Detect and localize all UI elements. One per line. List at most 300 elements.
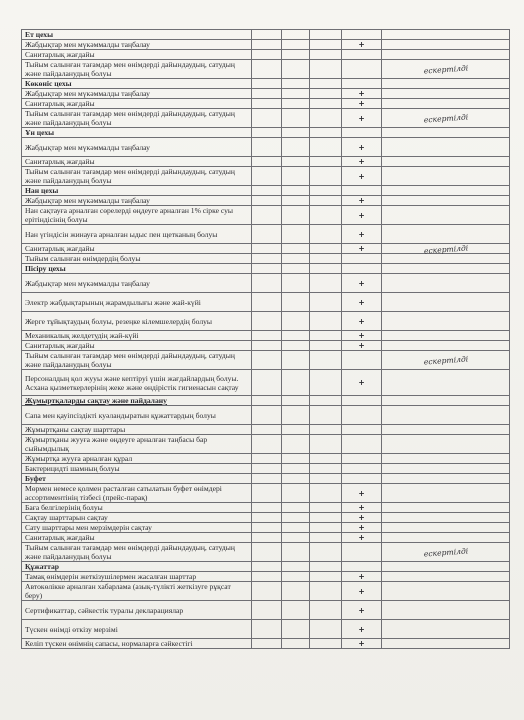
row-text: Санитарлық жағдайы bbox=[25, 157, 95, 166]
section-row bbox=[22, 186, 510, 196]
blank-cell bbox=[342, 186, 382, 196]
checkmark-plus: + bbox=[342, 196, 382, 206]
blank-cell bbox=[310, 370, 342, 396]
blank-cell bbox=[342, 464, 382, 474]
handwritten-note: ескертілді bbox=[381, 104, 510, 132]
blank-cell bbox=[310, 639, 342, 649]
criterion-label bbox=[22, 484, 252, 503]
row-text: Жұмыртқаны сақтау шарттары bbox=[25, 425, 126, 434]
blank-cell bbox=[252, 196, 282, 206]
checkmark-plus: + bbox=[342, 484, 382, 503]
blank-cell bbox=[282, 351, 310, 370]
blank-cell bbox=[382, 40, 510, 50]
criterion-label bbox=[22, 543, 252, 562]
row-text: Жерге тұйықтаудың болуы, резеңке кілемшелердің болуы bbox=[25, 316, 213, 326]
criterion-label bbox=[22, 274, 252, 293]
blank-cell bbox=[382, 406, 510, 425]
section-title bbox=[22, 128, 252, 138]
blank-cell bbox=[382, 474, 510, 484]
blank-cell bbox=[252, 186, 282, 196]
blank-cell bbox=[310, 562, 342, 572]
blank-cell bbox=[252, 138, 282, 157]
blank-cell bbox=[252, 331, 282, 341]
blank-cell bbox=[382, 425, 510, 435]
row-text: Тыйым салынған тағамдар мен өнімдерді дайындаудың, сатудың және пайдаланудың болуы bbox=[25, 60, 235, 78]
row-text: Буфет bbox=[25, 474, 46, 483]
blank-cell bbox=[382, 264, 510, 274]
blank-cell bbox=[382, 274, 510, 293]
blank-cell bbox=[382, 582, 510, 601]
criterion-label bbox=[22, 157, 252, 167]
blank-cell bbox=[252, 341, 282, 351]
blank-cell bbox=[282, 513, 310, 523]
criterion-label bbox=[22, 464, 252, 474]
row-text: Баға белгілерінің болуы bbox=[25, 503, 103, 512]
blank-cell bbox=[282, 639, 310, 649]
blank-cell bbox=[342, 60, 382, 79]
row-text: Персоналдың қол жууы және кептіруі үшін жағдайлардың болуы. Асхана қызметкерлерінің жеке және өндірістік гигиенасын сақтау bbox=[25, 373, 239, 392]
blank-cell bbox=[252, 562, 282, 572]
row-text: Нан сақтауға арналған сөрелерді өңдеуге арналған 1% сірке суы ерітіндісінің болуы bbox=[25, 206, 234, 224]
blank-cell bbox=[282, 196, 310, 206]
row-text: Нан үгіндісін жинауға арналған ыдыс пен щетканың болуы bbox=[25, 229, 218, 239]
criterion-label bbox=[22, 331, 252, 341]
checkmark-plus: + bbox=[342, 620, 382, 639]
blank-cell bbox=[310, 186, 342, 196]
handwritten-note: ескертілді bbox=[381, 239, 509, 258]
blank-cell bbox=[252, 157, 282, 167]
row-text: Тыйым салынған тағамдар мен өнімдерді дайындаудың, сатудың және пайдаланудың болуы bbox=[25, 109, 235, 127]
criterion-label bbox=[22, 254, 252, 264]
checkmark-plus: + bbox=[342, 341, 382, 351]
row-text: Мөрмен немесе қолмен расталған сатылатын буфет өнімдері ассортиментінің тізбесі (прейс-парақ) bbox=[25, 484, 222, 502]
blank-cell bbox=[342, 30, 382, 40]
blank-cell bbox=[310, 454, 342, 464]
criterion-label bbox=[22, 244, 252, 254]
blank-cell bbox=[342, 454, 382, 464]
table-row bbox=[22, 523, 510, 533]
table-row bbox=[22, 639, 510, 649]
blank-cell bbox=[310, 254, 342, 264]
row-text: Сақтау шарттарын сақтау bbox=[25, 513, 108, 522]
checkmark-plus: + bbox=[342, 523, 382, 533]
criterion-label bbox=[22, 425, 252, 435]
criterion-label bbox=[22, 435, 252, 454]
row-text: Ет цехы bbox=[25, 30, 54, 39]
blank-cell bbox=[282, 341, 310, 351]
row-text: Тыйым салынған тағамдар мен өнімдерді дайындаудың, сатудың және пайдаланудың болуы bbox=[25, 543, 235, 561]
blank-cell bbox=[252, 128, 282, 138]
row-text: Санитарлық жағдайы bbox=[25, 99, 95, 108]
blank-cell bbox=[282, 225, 310, 244]
blank-cell bbox=[252, 60, 282, 79]
blank-cell bbox=[310, 196, 342, 206]
table-row bbox=[22, 40, 510, 50]
blank-cell bbox=[252, 406, 282, 425]
checkmark-plus: + bbox=[342, 503, 382, 513]
blank-cell bbox=[382, 293, 510, 312]
table-row bbox=[22, 99, 510, 109]
blank-cell bbox=[252, 167, 282, 186]
table-row bbox=[22, 533, 510, 543]
blank-cell bbox=[252, 109, 282, 128]
row-text: Жабдықтар мен мүкәммалды таңбалау bbox=[25, 40, 150, 49]
blank-cell bbox=[282, 157, 310, 167]
table-row bbox=[22, 582, 510, 601]
section-row bbox=[22, 79, 510, 89]
row-text: Жабдықтар мен мүкәммалды таңбалау bbox=[25, 142, 150, 152]
blank-cell bbox=[282, 244, 310, 254]
table-row bbox=[22, 89, 510, 99]
blank-cell bbox=[252, 396, 282, 406]
criterion-label bbox=[22, 312, 252, 331]
criterion-label bbox=[22, 523, 252, 533]
blank-cell bbox=[382, 513, 510, 523]
section-title bbox=[22, 264, 252, 274]
criterion-label bbox=[22, 206, 252, 225]
blank-cell bbox=[252, 601, 282, 620]
blank-cell bbox=[382, 464, 510, 474]
blank-cell bbox=[382, 484, 510, 503]
row-text: Пісіру цехы bbox=[25, 264, 66, 273]
blank-cell bbox=[282, 543, 310, 562]
checkmark-plus: + bbox=[342, 244, 382, 254]
blank-cell bbox=[252, 312, 282, 331]
blank-cell bbox=[310, 157, 342, 167]
blank-cell bbox=[252, 89, 282, 99]
table-row bbox=[22, 331, 510, 341]
section-row bbox=[22, 474, 510, 484]
table-row bbox=[22, 435, 510, 454]
blank-cell bbox=[310, 264, 342, 274]
blank-cell bbox=[382, 523, 510, 533]
blank-cell bbox=[282, 425, 310, 435]
blank-cell bbox=[310, 331, 342, 341]
criterion-label bbox=[22, 406, 252, 425]
blank-cell bbox=[382, 167, 510, 186]
checkmark-plus: + bbox=[342, 533, 382, 543]
blank-cell bbox=[252, 225, 282, 244]
blank-cell bbox=[252, 79, 282, 89]
blank-cell bbox=[342, 435, 382, 454]
blank-cell bbox=[282, 50, 310, 60]
blank-cell bbox=[382, 370, 510, 396]
blank-cell bbox=[342, 351, 382, 370]
blank-cell bbox=[282, 109, 310, 128]
blank-cell bbox=[282, 406, 310, 425]
table-row bbox=[22, 225, 510, 244]
table-row bbox=[22, 109, 510, 128]
row-text: Келіп түскен өнімнің сапасы, нормаларға сәйкестігі bbox=[25, 639, 193, 648]
blank-cell bbox=[282, 264, 310, 274]
blank-cell bbox=[382, 396, 510, 406]
blank-cell bbox=[252, 474, 282, 484]
table-row bbox=[22, 543, 510, 562]
table-row bbox=[22, 254, 510, 264]
blank-cell bbox=[282, 370, 310, 396]
checkmark-plus: + bbox=[342, 167, 382, 186]
blank-cell bbox=[252, 582, 282, 601]
checkmark-plus: + bbox=[342, 89, 382, 99]
blank-cell bbox=[310, 464, 342, 474]
criterion-label bbox=[22, 109, 252, 128]
blank-cell bbox=[282, 331, 310, 341]
blank-cell bbox=[342, 562, 382, 572]
blank-cell bbox=[252, 543, 282, 562]
blank-cell bbox=[310, 543, 342, 562]
row-text: Жұмыртқаны жууға және өңдеуге арналған таңбасы бар сыйымдылық bbox=[25, 435, 208, 453]
table-row bbox=[22, 312, 510, 331]
table-row bbox=[22, 341, 510, 351]
blank-cell bbox=[342, 264, 382, 274]
row-text: Сапа мен қауіпсіздікті куәландыратын құжаттардың болуы bbox=[25, 410, 216, 420]
blank-cell bbox=[310, 312, 342, 331]
criterion-label bbox=[22, 225, 252, 244]
row-text: Ұн цехы bbox=[25, 128, 55, 137]
blank-cell bbox=[382, 454, 510, 464]
blank-cell bbox=[382, 186, 510, 196]
blank-cell bbox=[382, 331, 510, 341]
row-text: Тыйым салынған тағамдар мен өнімдерді дайындаудың, сатудың және пайдаланудың болуы bbox=[25, 167, 235, 185]
blank-cell bbox=[310, 396, 342, 406]
blank-cell bbox=[282, 60, 310, 79]
blank-cell bbox=[310, 474, 342, 484]
criterion-label bbox=[22, 293, 252, 312]
blank-cell bbox=[342, 406, 382, 425]
checkmark-plus: + bbox=[342, 225, 382, 244]
blank-cell bbox=[282, 562, 310, 572]
row-text: Электр жабдықтарының жарамдылығы және жай-күйі bbox=[25, 297, 201, 307]
blank-cell bbox=[252, 639, 282, 649]
checkmark-plus: + bbox=[342, 513, 382, 523]
blank-cell bbox=[310, 30, 342, 40]
checkmark-plus: + bbox=[342, 40, 382, 50]
blank-cell bbox=[310, 341, 342, 351]
table-row bbox=[22, 620, 510, 639]
blank-cell bbox=[382, 89, 510, 99]
blank-cell bbox=[382, 601, 510, 620]
blank-cell bbox=[310, 225, 342, 244]
blank-cell bbox=[310, 484, 342, 503]
row-text: Жұмыртқаларды сақтау және пайдалану bbox=[25, 396, 167, 405]
blank-cell bbox=[310, 513, 342, 523]
blank-cell bbox=[282, 89, 310, 99]
criterion-label bbox=[22, 341, 252, 351]
table-row bbox=[22, 138, 510, 157]
criterion-label bbox=[22, 196, 252, 206]
blank-cell bbox=[252, 50, 282, 60]
row-text: Санитарлық жағдайы bbox=[25, 533, 95, 542]
row-text: Тыйым салынған тағамдар мен өнімдерді дайындаудың, сатудың және пайдаланудың болуы bbox=[25, 351, 235, 369]
blank-cell bbox=[282, 99, 310, 109]
row-text: Құжаттар bbox=[25, 562, 59, 571]
blank-cell bbox=[252, 293, 282, 312]
table-row bbox=[22, 425, 510, 435]
row-text: Санитарлық жағдайы bbox=[25, 244, 95, 253]
blank-cell bbox=[252, 274, 282, 293]
criterion-label bbox=[22, 513, 252, 523]
blank-cell bbox=[282, 454, 310, 464]
section-row bbox=[22, 396, 510, 406]
blank-cell bbox=[310, 206, 342, 225]
row-text: Автокөлікке арналған хабарлама (азық-түлікті жеткізуге рұқсат беру) bbox=[25, 582, 231, 600]
section-title bbox=[22, 79, 252, 89]
blank-cell bbox=[282, 582, 310, 601]
criterion-label bbox=[22, 351, 252, 370]
blank-cell bbox=[310, 274, 342, 293]
row-text: Тыйым салынған өнімдердің болуы bbox=[25, 254, 141, 263]
blank-cell bbox=[342, 254, 382, 264]
inspection-table bbox=[21, 29, 510, 649]
criterion-label bbox=[22, 454, 252, 464]
criterion-label bbox=[22, 503, 252, 513]
row-text: Нан цехы bbox=[25, 186, 59, 195]
checkmark-plus: + bbox=[342, 331, 382, 341]
criterion-label bbox=[22, 620, 252, 639]
blank-cell bbox=[282, 572, 310, 582]
blank-cell bbox=[282, 503, 310, 513]
row-text: Сертификаттар, сәйкестік туралы декларациялар bbox=[25, 605, 184, 615]
blank-cell bbox=[310, 167, 342, 186]
criterion-label bbox=[22, 582, 252, 601]
table-row bbox=[22, 206, 510, 225]
blank-cell bbox=[282, 274, 310, 293]
blank-cell bbox=[342, 474, 382, 484]
blank-cell bbox=[282, 293, 310, 312]
blank-cell bbox=[310, 89, 342, 99]
table-row bbox=[22, 572, 510, 582]
blank-cell bbox=[252, 351, 282, 370]
blank-cell bbox=[310, 40, 342, 50]
criterion-label bbox=[22, 572, 252, 582]
table-row bbox=[22, 351, 510, 370]
table-row bbox=[22, 484, 510, 503]
section-title bbox=[22, 30, 252, 40]
row-text: Бактерицидті шамның болуы bbox=[25, 464, 120, 473]
row-text: Механикалық желдетудің жай-күйі bbox=[25, 331, 139, 340]
criterion-label bbox=[22, 50, 252, 60]
row-text: Жұмыртқа жууға арналған құрал bbox=[25, 454, 133, 463]
criterion-label bbox=[22, 99, 252, 109]
handwritten-note: ескертілді bbox=[381, 538, 510, 566]
blank-cell bbox=[310, 50, 342, 60]
blank-cell bbox=[282, 167, 310, 186]
checkmark-plus: + bbox=[342, 572, 382, 582]
table-row bbox=[22, 513, 510, 523]
blank-cell bbox=[310, 293, 342, 312]
checkmark-plus: + bbox=[342, 639, 382, 649]
row-text: Көкөніс цехы bbox=[25, 79, 72, 88]
blank-cell bbox=[310, 99, 342, 109]
criterion-label bbox=[22, 89, 252, 99]
blank-cell bbox=[310, 109, 342, 128]
blank-cell bbox=[310, 244, 342, 254]
blank-cell bbox=[310, 601, 342, 620]
blank-cell bbox=[252, 572, 282, 582]
section-row bbox=[22, 128, 510, 138]
blank-cell bbox=[252, 254, 282, 264]
checkmark-plus: + bbox=[342, 370, 382, 396]
criterion-label bbox=[22, 639, 252, 649]
handwritten-note: ескертілді bbox=[381, 55, 510, 83]
section-title bbox=[22, 562, 252, 572]
table-row bbox=[22, 293, 510, 312]
blank-cell bbox=[282, 601, 310, 620]
blank-cell bbox=[282, 533, 310, 543]
blank-cell bbox=[342, 128, 382, 138]
section-title bbox=[22, 396, 252, 406]
table-row bbox=[22, 454, 510, 464]
checkmark-plus: + bbox=[342, 206, 382, 225]
blank-cell bbox=[382, 312, 510, 331]
table-row bbox=[22, 60, 510, 79]
checkmark-plus: + bbox=[342, 274, 382, 293]
blank-cell bbox=[252, 40, 282, 50]
blank-cell bbox=[252, 30, 282, 40]
checkmark-plus: + bbox=[342, 312, 382, 331]
section-title bbox=[22, 474, 252, 484]
blank-cell bbox=[310, 60, 342, 79]
table-row bbox=[22, 370, 510, 396]
criterion-label bbox=[22, 138, 252, 157]
blank-cell bbox=[282, 40, 310, 50]
blank-cell bbox=[310, 138, 342, 157]
blank-cell bbox=[382, 572, 510, 582]
criterion-label bbox=[22, 40, 252, 50]
blank-cell bbox=[252, 435, 282, 454]
table-row bbox=[22, 50, 510, 60]
checkmark-plus: + bbox=[342, 582, 382, 601]
criterion-label bbox=[22, 167, 252, 186]
checkmark-plus: + bbox=[342, 109, 382, 128]
table-row bbox=[22, 601, 510, 620]
section-row bbox=[22, 264, 510, 274]
blank-cell bbox=[310, 572, 342, 582]
table-row bbox=[22, 406, 510, 425]
blank-cell bbox=[282, 138, 310, 157]
blank-cell bbox=[282, 620, 310, 639]
blank-cell bbox=[382, 639, 510, 649]
blank-cell bbox=[342, 79, 382, 89]
blank-cell bbox=[342, 50, 382, 60]
blank-cell bbox=[382, 206, 510, 225]
blank-cell bbox=[282, 464, 310, 474]
blank-cell bbox=[342, 543, 382, 562]
blank-cell bbox=[252, 620, 282, 639]
blank-cell bbox=[282, 396, 310, 406]
blank-cell bbox=[310, 435, 342, 454]
blank-cell bbox=[252, 513, 282, 523]
blank-cell bbox=[310, 425, 342, 435]
blank-cell bbox=[310, 523, 342, 533]
blank-cell bbox=[282, 254, 310, 264]
blank-cell bbox=[252, 244, 282, 254]
blank-cell bbox=[310, 620, 342, 639]
row-text: Санитарлық жағдайы bbox=[25, 50, 95, 59]
blank-cell bbox=[282, 474, 310, 484]
table-row bbox=[22, 196, 510, 206]
checkmark-plus: + bbox=[342, 157, 382, 167]
blank-cell bbox=[342, 425, 382, 435]
checkmark-plus: + bbox=[342, 293, 382, 312]
blank-cell bbox=[252, 99, 282, 109]
section-title bbox=[22, 186, 252, 196]
blank-cell bbox=[310, 582, 342, 601]
table-row bbox=[22, 157, 510, 167]
row-text: Түскен өнімді өткізу мерзімі bbox=[25, 624, 118, 634]
blank-cell bbox=[310, 503, 342, 513]
table-row bbox=[22, 244, 510, 254]
